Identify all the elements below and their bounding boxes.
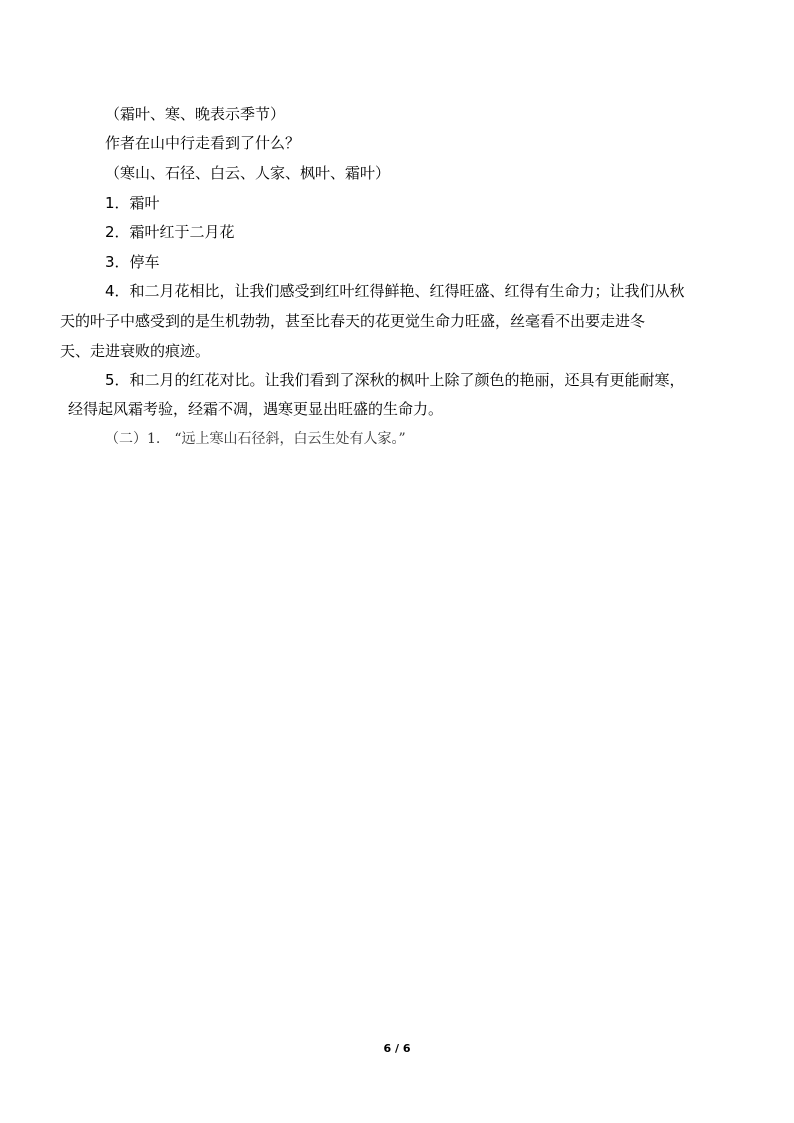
- section-two-line: （二）1. “远上寒山石径斜，白云生处有人家。”: [105, 431, 406, 447]
- list-item-4-line-2: 天的叶子中感受到的是生机勃勃，甚至比春天的花更觉生命力旺盛，丝毫看不出要走进冬: [60, 312, 646, 330]
- page-number: 6 / 6: [383, 1042, 411, 1055]
- question-line: 作者在山中行走看到了什么？: [105, 134, 301, 152]
- list-item-5-line-1: 5．和二月的红花对比。让我们看到了深秋的枫叶上除了颜色的艳丽，还具有更能耐寒，: [105, 371, 685, 389]
- list-item-4-line-1: 4．和二月花相比，让我们感受到红叶红得鲜艳、红得旺盛、红得有生命力；让我们从秋: [105, 282, 685, 300]
- answer-line: （寒山、石径、白云、人家、枫叶、霜叶）: [105, 164, 391, 182]
- list-item-3: 3．停车: [105, 253, 160, 271]
- list-item-5-line-2: 经得起风霜考验，经霜不凋，遇寒更显出旺盛的生命力。: [68, 400, 444, 418]
- list-item-4-line-3: 天、走进衰败的痕迹。: [60, 342, 211, 360]
- list-item-1: 1．霜叶: [105, 194, 160, 212]
- list-item-2: 2．霜叶红于二月花: [105, 223, 235, 241]
- text-line-1: （霜叶、寒、晚表示季节）: [105, 105, 286, 123]
